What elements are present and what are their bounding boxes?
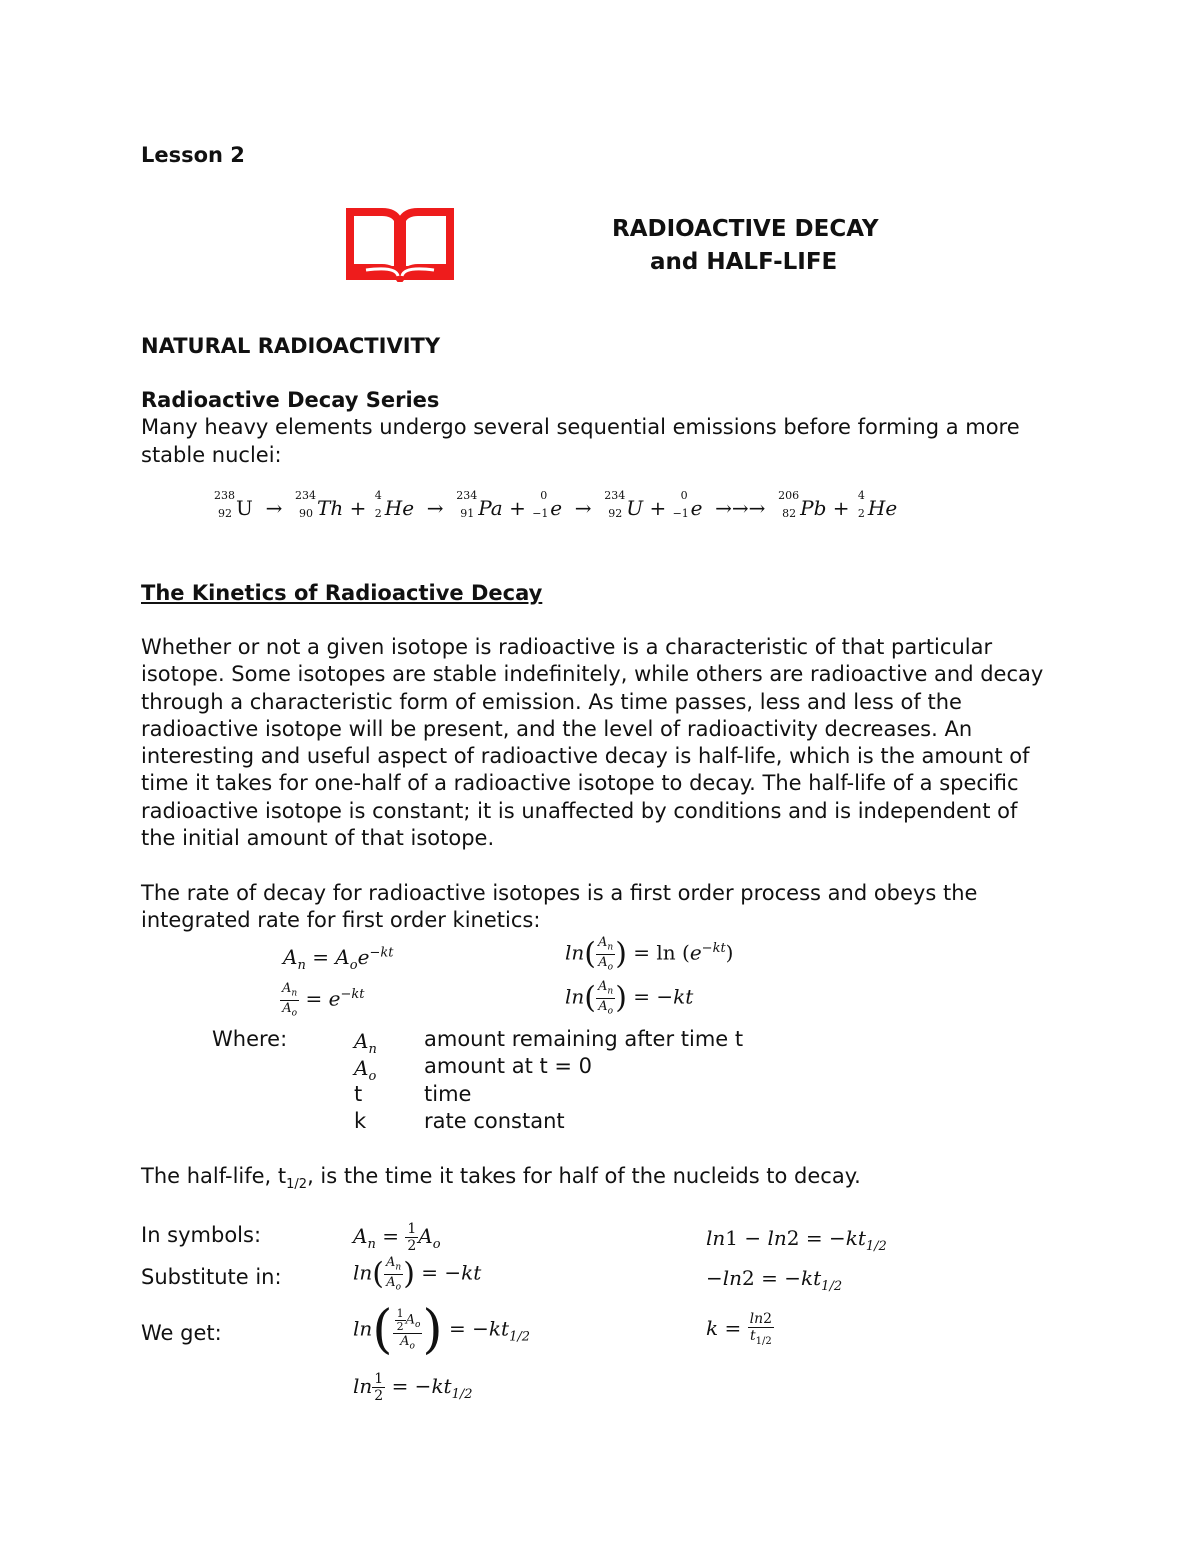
equation-ln-ratio: ln( $\frac{A_n}{A_o}$ ) = $\ln (e^{-kt})$ [565,935,734,973]
lesson-label: Lesson 2 [141,143,245,167]
definition-ao: amount at t = 0 [424,1054,593,1078]
equation-substitute: ln( $\frac{A_n}{A_o}$ ) = −kt [353,1255,482,1293]
equation-ln1-ln2: $\ln 1 - \ln 2 = -kt_{1/2}$ [706,1226,887,1254]
we-get-label: We get: [141,1321,222,1345]
definition-t: time [424,1082,472,1106]
title-line1: RADIOACTIVE DECAY [612,216,879,242]
equation-ratio: $\frac{A_n}{A_o}$ = $e^{-kt}$ [282,981,365,1019]
series-text-2: stable nuclei: [141,443,282,467]
halflife-sentence [141,1163,861,1198]
series-text-1: Many heavy elements undergo several sequential emissions before forming a more [141,415,1020,439]
equation-ln-kt: ln( $\frac{A_n}{A_o}$ ) = −kt [565,979,694,1017]
paragraph-line: The rate of decay for radioactive isotopes is a first order process and obeys the [141,881,978,905]
halflife-subscript: 1/2 [286,1177,308,1193]
decay-series-equation: 238 92 U → 234 90 Th + 4 2 He → 234 91 Pa + 0 −1 e → 234 92 U + 0 −1 e →→→ 206 82 Pb + 4 2 He [214,489,898,520]
symbol-k: k [354,1109,367,1133]
title-line2: and HALF-LIFE [650,249,838,275]
in-symbols-label: In symbols: [141,1223,262,1247]
paragraph-line: radioactive isotope will be present, and the level of radioactivity decreases. An [141,716,973,741]
paragraph-line: isotope. Some isotopes are stable indefinitely, while others are radioactive and decay [141,662,1044,687]
rate-paragraph [141,880,1071,935]
kinetics-paragraph [141,634,1071,852]
symbol-ao: $A_o$ [354,1056,377,1084]
book-icon [346,206,454,286]
paragraph-line: integrated rate for first order kinetics: [141,908,541,933]
equation-integrated-rate: $A_n = A_oe^{-kt}$ [283,945,394,973]
paragraph-line: through a characteristic form of emission. As time passes, less and less of the [141,689,962,714]
halflife-text-a: The half-life, t [141,1164,287,1188]
halflife-text-b: , is the time it takes for half of the nucleids to decay. [307,1164,861,1188]
section-heading-natural: NATURAL RADIOACTIVITY [141,334,441,358]
substitute-label: Substitute in: [141,1265,282,1289]
paragraph-line: interesting and useful aspect of radioactive decay is half-life, which is the amount of [141,744,1030,769]
definition-an: amount remaining after time t [424,1027,744,1051]
series-heading: Radioactive Decay Series [141,388,440,412]
paragraph-line: time it takes for one-half of a radioactive isotope to decay. The half-life of a specific [141,771,1019,796]
equation-ln-half: ln $\frac{1}{2}$ = $-kt_{1/2}$ [353,1371,473,1404]
paragraph-line: radioactive isotope is constant; it is unaffected by conditions and is independent of [141,798,1018,823]
where-label: Where: [212,1027,288,1051]
equation-k: k = $\frac{\ln 2}{t_{1/2}}$ [706,1311,773,1347]
paragraph-line: the initial amount of that isotope. [141,826,495,851]
equation-neg-ln2: $-\ln 2 = -kt_{1/2}$ [706,1266,843,1294]
symbol-t: t [354,1082,363,1106]
definition-k: rate constant [424,1109,565,1133]
equation-half-amount: $A_n$ = $\frac{1}{2}$ $A_o$ [353,1221,441,1254]
symbol-an: $A_n$ [354,1029,377,1057]
paragraph-line: Whether or not a given isotope is radioactive is a characteristic of that particular [141,635,993,659]
kinetics-heading: The Kinetics of Radioactive Decay [141,581,543,605]
equation-we-get: ln( $\frac{1}{2}$ $A_o$ $A_o$ ) = $-kt_{1/2}$ [353,1300,530,1360]
